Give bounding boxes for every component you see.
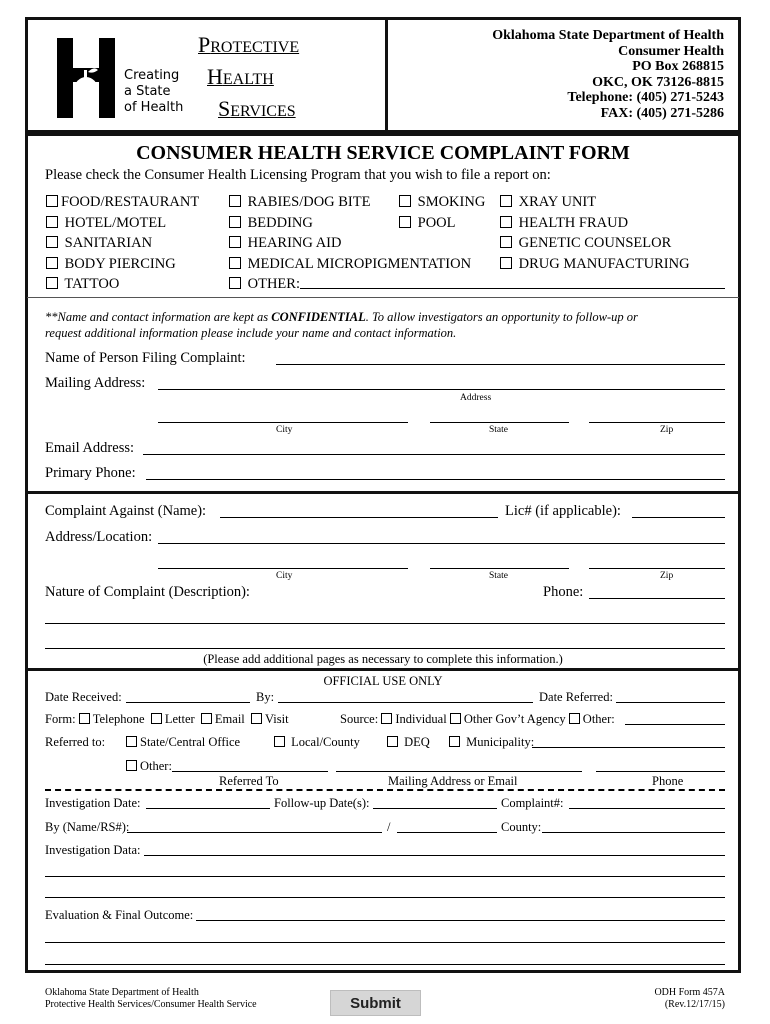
against-state-caption: State xyxy=(489,571,508,581)
investigation-data-line-1[interactable] xyxy=(144,855,725,856)
source-other-input[interactable] xyxy=(625,724,725,725)
filer-state-input[interactable] xyxy=(430,422,569,423)
evaluation-line-2[interactable] xyxy=(45,942,725,943)
checkbox[interactable] xyxy=(500,216,512,228)
municipality-input[interactable] xyxy=(532,747,725,748)
address-line-4: OKC, OK 73126-8815 xyxy=(592,74,724,90)
checkbox[interactable] xyxy=(46,216,58,228)
program-genetic-counselor[interactable]: GENETIC COUNSELOR xyxy=(500,233,690,254)
checkbox[interactable] xyxy=(126,760,137,771)
section-divider-1 xyxy=(25,491,741,494)
checkbox[interactable] xyxy=(500,257,512,269)
email-label: Email Address: xyxy=(45,440,135,456)
filer-zip-caption: Zip xyxy=(660,425,674,435)
checkbox[interactable] xyxy=(251,713,262,724)
footer-left-line-2: Protective Health Services/Consumer Health Service xyxy=(45,999,257,1010)
form-email[interactable]: Email xyxy=(201,712,245,726)
revision-date: (Rev.12/17/15) xyxy=(664,999,725,1010)
checkbox[interactable] xyxy=(399,216,411,228)
section-divider-2 xyxy=(25,668,741,671)
address-line-3: PO Box 268815 xyxy=(632,59,724,74)
against-name-input[interactable] xyxy=(220,517,498,518)
agency-address xyxy=(492,28,724,121)
additional-pages-note: (Please add additional pages as necessary to complete this information.) xyxy=(203,652,563,666)
program-drug-manufacturing[interactable]: DRUG MANUFACTURING xyxy=(500,254,690,275)
email-input[interactable] xyxy=(143,454,725,455)
checkbox[interactable] xyxy=(381,713,392,724)
osdh-logo xyxy=(55,38,125,118)
referred-mailing-input[interactable] xyxy=(336,771,582,772)
source-other[interactable]: Other: xyxy=(569,712,615,726)
investigation-data-line-2[interactable] xyxy=(45,876,725,877)
caption-mailing-email: Mailing Address or Email xyxy=(388,774,518,788)
evaluation-line-3[interactable] xyxy=(45,964,725,965)
county-label: County: xyxy=(501,820,542,834)
program-col-3 xyxy=(399,192,485,233)
program-col-1 xyxy=(46,192,199,295)
footer-left-line-1: Oklahoma State Department of Health xyxy=(45,987,199,998)
address-line-6: FAX: (405) 271-5286 xyxy=(600,105,724,121)
checkbox[interactable] xyxy=(229,236,241,248)
filer-name-input[interactable] xyxy=(276,364,725,365)
checkbox[interactable] xyxy=(500,236,512,248)
filer-state-caption: State xyxy=(489,425,508,435)
caption-referred-to: Referred To xyxy=(219,774,279,788)
checkbox[interactable] xyxy=(387,736,398,747)
program-pool[interactable]: POOL xyxy=(399,213,485,234)
referred-phone-input[interactable] xyxy=(596,771,725,772)
rs-number-input[interactable] xyxy=(397,832,497,833)
checkbox[interactable] xyxy=(500,195,512,207)
followup-date-input[interactable] xyxy=(373,808,497,809)
mailing-address-input[interactable] xyxy=(158,389,725,390)
nature-input-line-2[interactable] xyxy=(45,648,725,649)
investigation-data-line-3[interactable] xyxy=(45,897,725,898)
program-instruction: Please check the Consumer Health Licensing Program that you wish to file a report on: xyxy=(45,167,551,183)
program-other[interactable]: OTHER: xyxy=(229,274,471,295)
against-city-input[interactable] xyxy=(158,568,408,569)
checkbox[interactable] xyxy=(569,713,580,724)
form-title: CONSUMER HEALTH SERVICE COMPLAINT FORM xyxy=(136,142,630,164)
dashed-separator xyxy=(45,789,725,791)
address-line-1: Oklahoma State Department of Health xyxy=(492,28,724,43)
program-food-restaurant[interactable]: FOOD/RESTAURANT xyxy=(46,192,199,213)
address-line-2: Consumer Health xyxy=(618,43,724,59)
nature-input-line-1[interactable] xyxy=(45,623,725,624)
mailing-address-label: Mailing Address: xyxy=(45,375,146,391)
program-hearing-aid[interactable]: HEARING AID xyxy=(229,233,471,254)
caption-phone: Phone xyxy=(652,774,684,788)
address-location-input[interactable] xyxy=(158,543,725,544)
against-name-label: Complaint Against (Name): xyxy=(45,503,207,519)
phs-line-2: HEALTH xyxy=(207,64,274,89)
submit-button[interactable]: Submit xyxy=(330,990,421,1016)
program-bedding[interactable]: BEDDING xyxy=(229,213,471,234)
against-city-caption: City xyxy=(276,571,293,581)
referred-to-label: Referred to: xyxy=(45,735,106,749)
program-sanitarian[interactable]: SANITARIAN xyxy=(46,233,199,254)
form-type-label: Form: xyxy=(45,712,76,726)
date-referred-input[interactable] xyxy=(616,702,725,703)
source-other-gov[interactable]: Other Gov’t Agency xyxy=(450,712,566,726)
confidential-note xyxy=(45,309,735,341)
against-zip-caption: Zip xyxy=(660,571,674,581)
phs-line-1: PROTECTIVE xyxy=(198,32,300,57)
footer-left xyxy=(45,987,257,1011)
county-input[interactable] xyxy=(542,832,725,833)
checkbox[interactable] xyxy=(274,736,285,747)
by-label: By: xyxy=(256,690,275,704)
checkbox[interactable] xyxy=(46,195,58,207)
checkbox[interactable] xyxy=(449,736,460,747)
program-health-fraud[interactable]: HEALTH FRAUD xyxy=(500,213,690,234)
license-input[interactable] xyxy=(632,517,725,518)
form-visit[interactable]: Visit xyxy=(251,712,289,726)
form-type-row xyxy=(45,712,289,727)
followup-date-label: Follow-up Date(s): xyxy=(274,796,370,810)
checkbox[interactable] xyxy=(151,713,162,724)
by-name-label: By (Name/RS#): xyxy=(45,820,130,834)
referred-municipality[interactable]: Municipality: xyxy=(449,735,534,750)
referred-other[interactable]: Other: xyxy=(126,759,172,774)
against-state-input[interactable] xyxy=(430,568,569,569)
checkbox[interactable] xyxy=(126,736,137,747)
checkbox[interactable] xyxy=(450,713,461,724)
against-phone-input[interactable] xyxy=(589,598,725,599)
primary-phone-label: Primary Phone: xyxy=(45,465,136,481)
complaint-number-label: Complaint#: xyxy=(501,796,564,810)
rs-slash: / xyxy=(387,820,391,834)
checkbox[interactable] xyxy=(229,195,241,207)
logo-line-1: Creating xyxy=(124,68,180,83)
date-referred-label: Date Referred: xyxy=(539,690,613,704)
source-row xyxy=(340,712,615,727)
phs-wordmark xyxy=(198,30,299,126)
filer-city-input[interactable] xyxy=(158,422,408,423)
logo-tagline xyxy=(124,68,183,116)
program-medical-micropigmentation[interactable]: MEDICAL MICROPIGMENTATION xyxy=(229,254,471,275)
date-received-input[interactable] xyxy=(126,702,250,703)
investigation-data-label: Investigation Data: xyxy=(45,843,141,857)
checkbox[interactable] xyxy=(46,277,58,289)
program-other-input[interactable] xyxy=(300,288,725,289)
filer-zip-input[interactable] xyxy=(589,422,725,423)
checkbox[interactable] xyxy=(79,713,90,724)
complaint-number-input[interactable] xyxy=(569,808,725,809)
program-rabies-dog-bite[interactable]: RABIES/DOG BITE xyxy=(229,192,471,213)
program-hotel-motel[interactable]: HOTEL/MOTEL xyxy=(46,213,199,234)
checkbox[interactable] xyxy=(46,257,58,269)
program-tattoo[interactable]: TATTOO xyxy=(46,274,199,295)
form-number: ODH Form 457A xyxy=(654,987,725,998)
evaluation-label: Evaluation & Final Outcome: xyxy=(45,908,194,922)
logo-line-2: a State xyxy=(124,84,171,99)
checkbox[interactable] xyxy=(399,195,411,207)
confidential-line-2: request additional information please include your name and contact information. xyxy=(45,326,457,340)
form-letter[interactable]: Letter xyxy=(151,712,195,726)
checkbox[interactable] xyxy=(201,713,212,724)
address-location-label: Address/Location: xyxy=(45,529,153,545)
license-label: Lic# (if applicable): xyxy=(505,503,621,519)
checkbox[interactable] xyxy=(229,257,241,269)
referred-deq[interactable]: DEQ xyxy=(387,735,430,750)
header-divider xyxy=(385,17,388,133)
source-individual[interactable]: Individual xyxy=(381,712,446,726)
source-label: Source: xyxy=(340,712,379,726)
official-use-title: OFFICIAL USE ONLY xyxy=(323,674,443,688)
evaluation-line-1[interactable] xyxy=(196,920,725,921)
investigation-date-label: Investigation Date: xyxy=(45,796,141,810)
confidential-line-1: **Name and contact information are kept as CONFIDENTIAL. To allow investigators an opportunity to follow-up or xyxy=(45,310,638,324)
against-phone-label: Phone: xyxy=(543,584,584,600)
by-name-input[interactable] xyxy=(127,832,382,833)
form-telephone[interactable]: Telephone xyxy=(79,712,145,726)
h-apple-logo-icon xyxy=(55,38,125,118)
phs-line-3: SERVICES xyxy=(218,96,296,121)
footer-right xyxy=(654,987,725,1011)
address-caption: Address xyxy=(460,393,492,403)
against-zip-input[interactable] xyxy=(589,568,725,569)
logo-line-3: of Health xyxy=(124,100,184,115)
program-xray-unit[interactable]: XRAY UNIT xyxy=(500,192,690,213)
referred-state-central[interactable]: State/Central Office xyxy=(126,735,240,750)
program-smoking[interactable]: SMOKING xyxy=(399,192,485,213)
filer-name-label: Name of Person Filing Complaint: xyxy=(45,350,246,366)
nature-label: Nature of Complaint (Description): xyxy=(45,584,250,600)
date-received-label: Date Received: xyxy=(45,690,122,704)
investigation-date-input[interactable] xyxy=(146,808,270,809)
program-col-4 xyxy=(500,192,690,274)
program-body-piercing[interactable]: BODY PIERCING xyxy=(46,254,199,275)
address-line-5: Telephone: (405) 271-5243 xyxy=(567,90,724,105)
checkbox[interactable] xyxy=(46,236,58,248)
primary-phone-input[interactable] xyxy=(146,479,725,480)
referred-local-county[interactable]: Local/County xyxy=(274,735,360,750)
checkbox[interactable] xyxy=(229,216,241,228)
by-input[interactable] xyxy=(278,702,533,703)
checkbox[interactable] xyxy=(229,277,241,289)
programs-separator xyxy=(27,297,739,298)
referred-to-input[interactable] xyxy=(172,771,328,772)
filer-city-caption: City xyxy=(276,425,293,435)
